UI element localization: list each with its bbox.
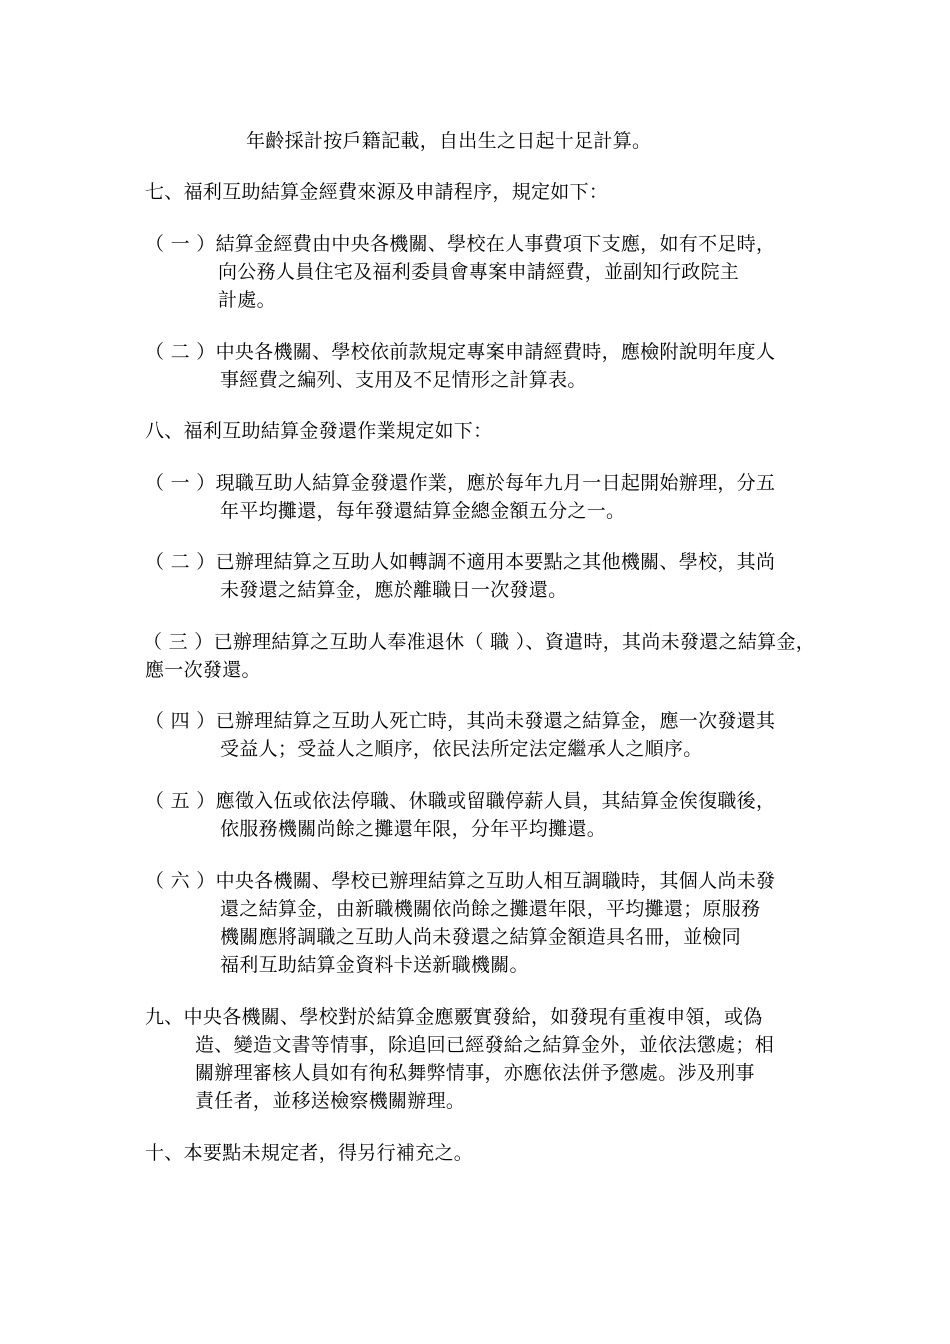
section-9-line-4: 責任者，並移送檢察機關辦理。 <box>195 1090 466 1112</box>
section-10-line-1: 十、本要點未規定者，得另行補充之。 <box>145 1142 474 1164</box>
section-8-item-3-line-2: 應一次發還。 <box>145 659 261 681</box>
section-8-item-6-line-4: 福利互助結算金資料卡送新職機關。 <box>220 954 529 976</box>
section-8-item-1-line-2: 年平均攤還，每年發還結算金總金額五分之一。 <box>220 500 626 522</box>
section-7-item-2-line-2: 事經費之編列、支用及不足情形之計算表。 <box>220 369 587 391</box>
section-8-item-2-line-1: （ 二 ）已辦理結算之互助人如轉調不適用本要點之其他機關、學校，其尚 <box>145 551 776 573</box>
section-8-item-5-line-1: （ 五 ）應徵入伍或依法停職、休職或留職停薪人員，其結算金俟復職後， <box>145 790 776 812</box>
section-8-item-6-line-2: 還之結算金，由新職機關依尚餘之攤還年限，平均攤還；原服務 <box>220 898 761 920</box>
section-7-item-1-line-1: （ 一 ）結算金經費由中央各機關、學校在人事費項下支應，如有不足時， <box>145 233 776 255</box>
section-7-item-1-line-3: 計處。 <box>218 289 276 311</box>
age-note-line-1: 年齡採計按戶籍記載，自出生之日起十足計算。 <box>246 130 652 152</box>
section-7-item-2-line-1: （ 二 ）中央各機關、學校依前款規定專案申請經費時，應檢附說明年度人 <box>145 341 776 363</box>
section-8-item-6-line-3: 機關應將調職之互助人尚未發還之結算金額造具名冊，並檢同 <box>220 926 742 948</box>
section-8-item-3-line-1: （ 三 ）已辦理結算之互助人奉准退休（ 職 ）、資遣時，其尚未發還之結算金， <box>143 631 816 653</box>
section-8-item-2-line-2: 未發還之結算金，應於離職日一次發還。 <box>220 579 568 601</box>
section-7-item-1-line-2: 向公務人員住宅及福利委員會專案申請經費，並副知行政院主 <box>218 261 740 283</box>
section-8-item-6-line-1: （ 六 ）中央各機關、學校已辦理結算之互助人相互調職時，其個人尚未發 <box>145 870 776 892</box>
section-8-item-4-line-2: 受益人；受益人之順序，依民法所定法定繼承人之順序。 <box>220 738 703 760</box>
section-8-heading: 八、福利互助結算金發還作業規定如下： <box>145 420 493 442</box>
section-9-line-3: 關辦理審核人員如有徇私舞弊情事，亦應依法併予懲處。涉及刑事 <box>195 1062 755 1084</box>
section-8-item-4-line-1: （ 四 ）已辦理結算之互助人死亡時，其尚未發還之結算金，應一次發還其 <box>145 710 776 732</box>
section-8-item-5-line-2: 依服務機關尚餘之攤還年限，分年平均攤還。 <box>220 818 607 840</box>
section-8-item-1-line-1: （ 一 ）現職互助人結算金發還作業，應於每年九月一日起開始辦理，分五 <box>145 472 776 494</box>
section-9-line-1: 九、中央各機關、學校對於結算金應覈實發給，如發現有重複申領，或偽 <box>145 1006 763 1028</box>
section-9-line-2: 造、變造文書等情事，除追回已經發給之結算金外，並依法懲處；相 <box>195 1034 775 1056</box>
section-7-heading: 七、福利互助結算金經費來源及申請程序，規定如下： <box>145 181 609 203</box>
